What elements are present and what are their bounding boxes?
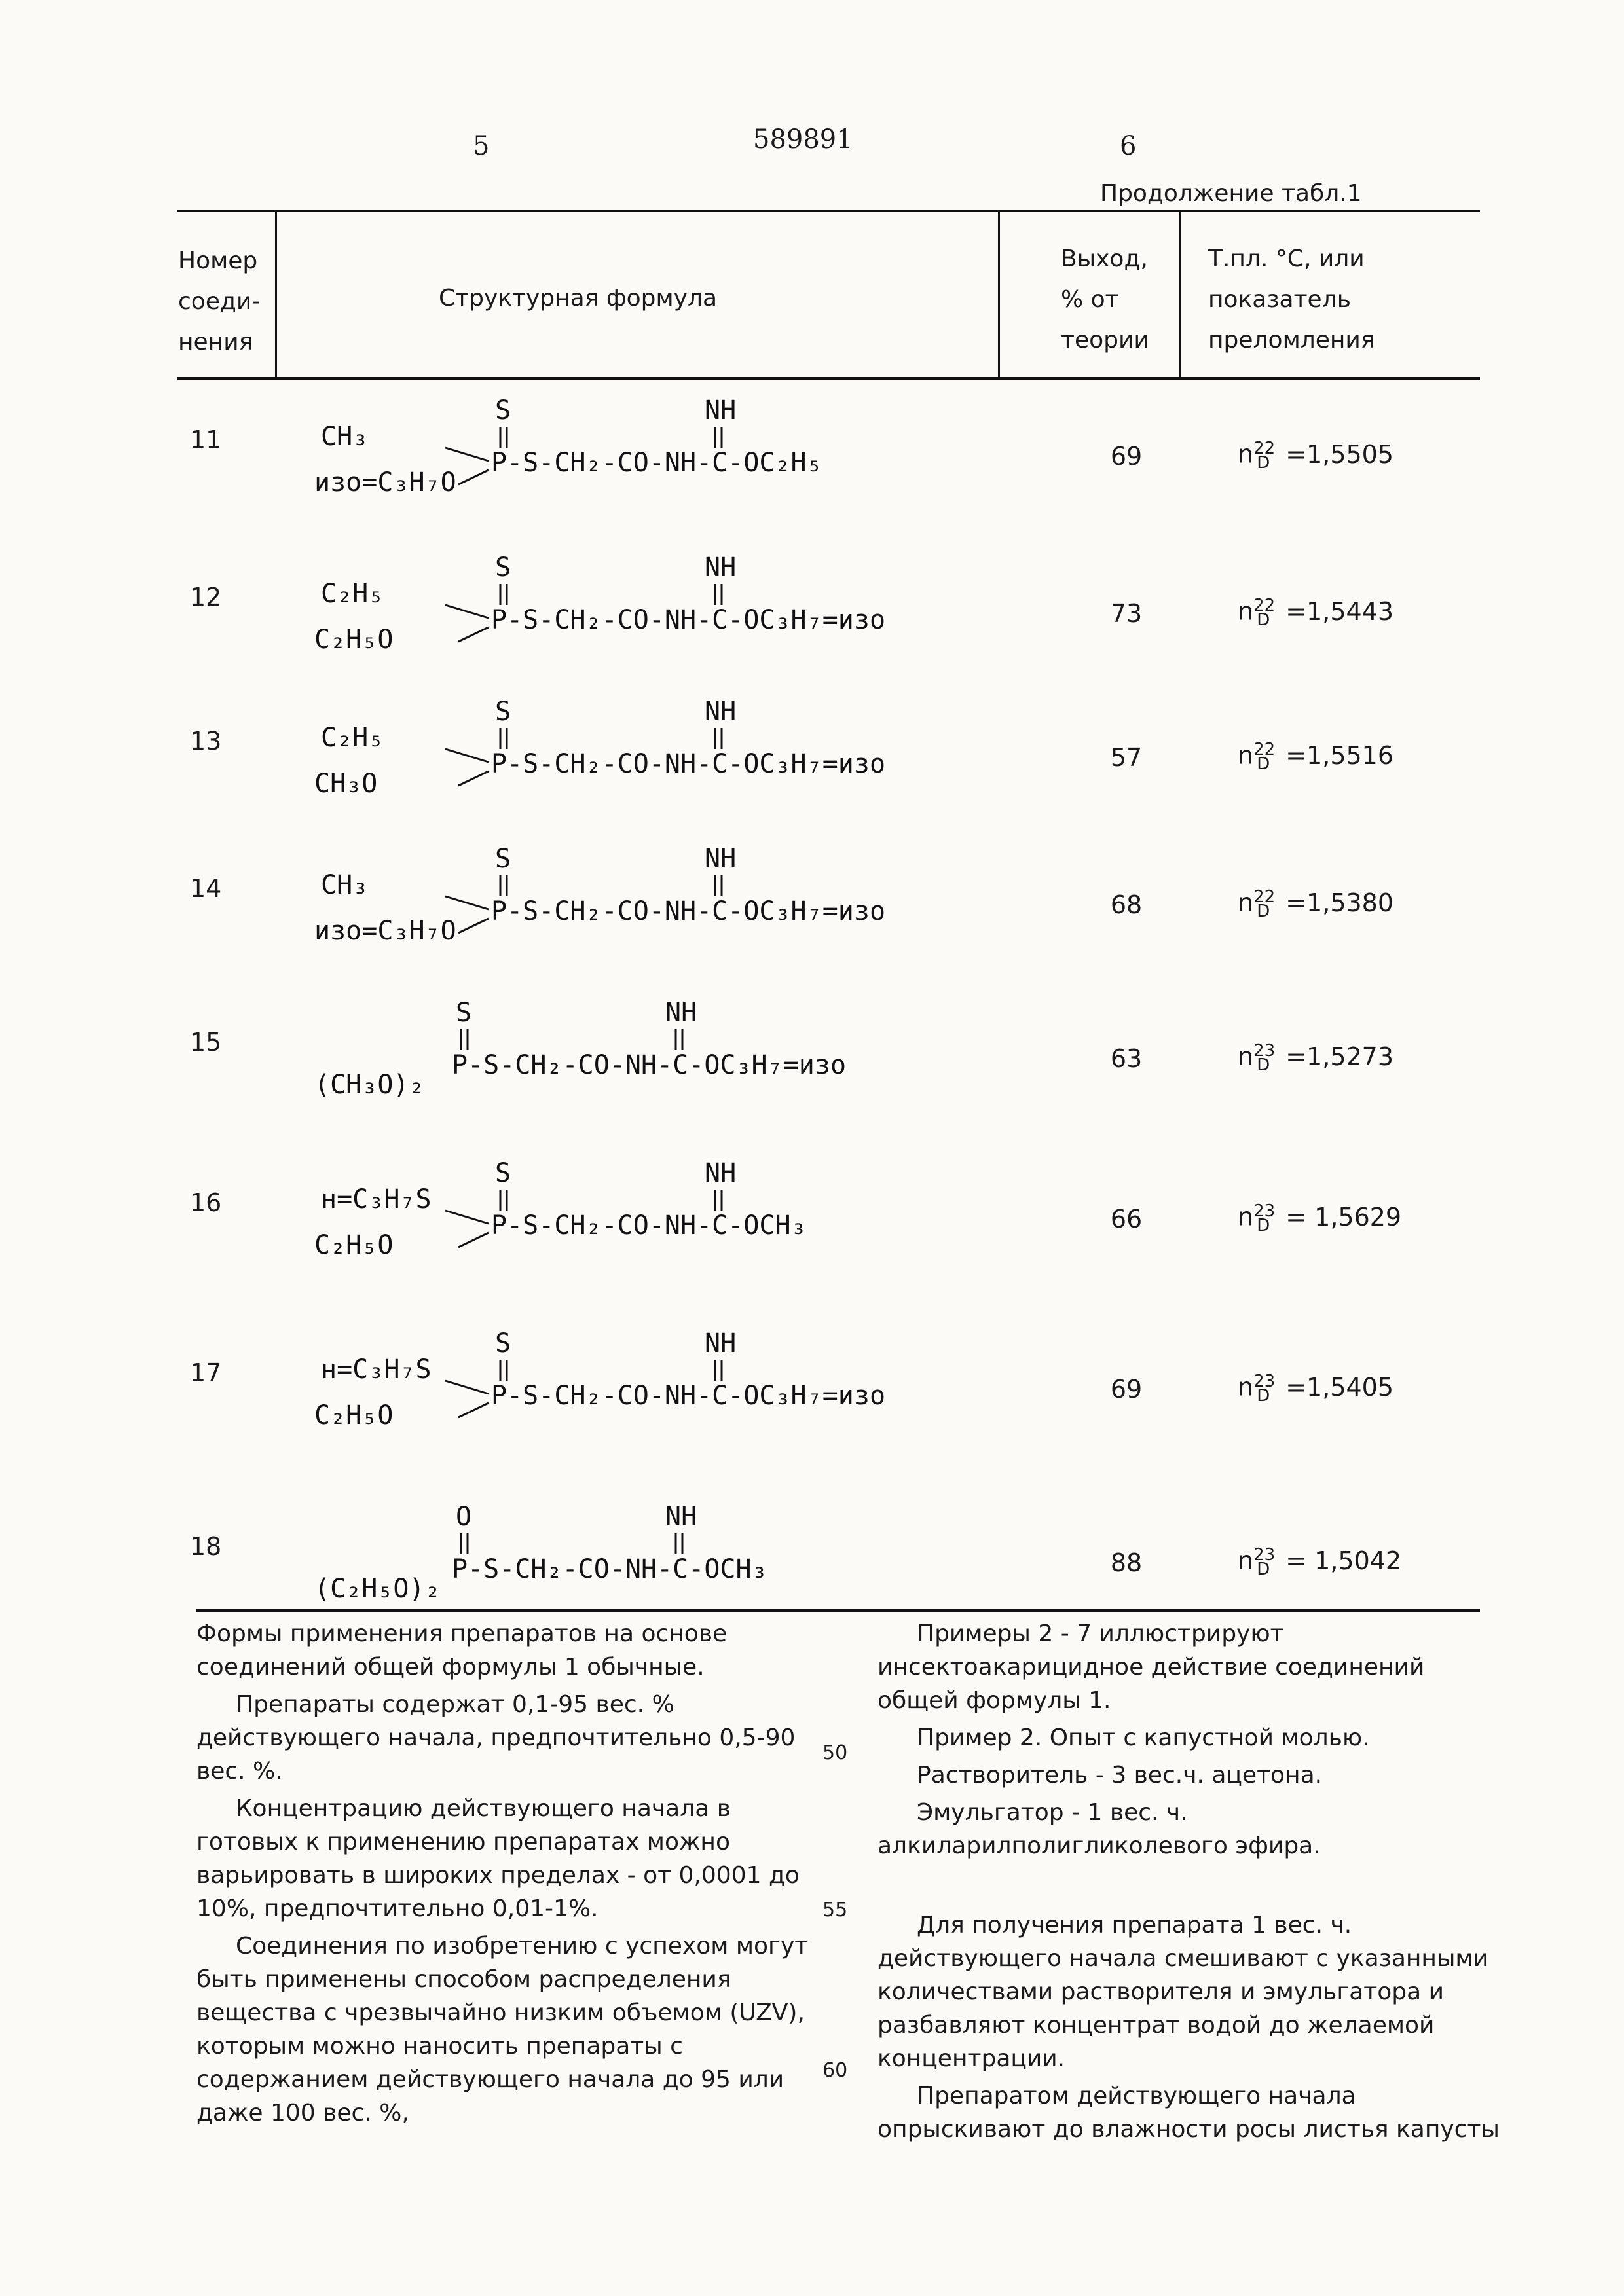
patent-number: 589891 xyxy=(753,124,853,155)
temperature-superscript: 22 xyxy=(1253,439,1276,458)
formula-imino-group: NH xyxy=(705,1158,737,1188)
paragraph: Эмульгатор - 1 вес. ч. алкиларилполигликолевого эфира. xyxy=(877,1799,1321,1859)
temperature-superscript: 22 xyxy=(1253,887,1276,907)
structural-formula xyxy=(314,995,995,1122)
paragraph: Растворитель - 3 вес.ч. ацетона. xyxy=(917,1762,1323,1789)
sodium-d-line-subscript: D xyxy=(1257,1386,1270,1406)
formula-substituent-top: н=C₃H₇S xyxy=(321,1355,432,1385)
formula-main-chain: P-S-CH₂-CO-NH-C-OCH₃ xyxy=(452,1554,767,1584)
bond-line xyxy=(458,1233,489,1247)
right-text-column xyxy=(877,1617,1506,2150)
left-text-column xyxy=(196,1617,812,2134)
yield-value: 88 xyxy=(1110,1548,1143,1577)
refraction-symbol: n xyxy=(1238,740,1254,770)
refraction-symbol: n xyxy=(1238,888,1254,917)
yield-value: 63 xyxy=(1110,1044,1143,1073)
refraction-symbol: n xyxy=(1238,1546,1254,1575)
sodium-d-line-subscript: D xyxy=(1257,1216,1270,1236)
refractive-index-value: =1,5405 xyxy=(1285,1372,1394,1402)
refractive-index-value: =1,5516 xyxy=(1285,740,1394,770)
paragraph: Пример 2. Опыт с капустной молью. xyxy=(917,1724,1370,1751)
refractive-index-value: =1,5380 xyxy=(1285,888,1394,917)
page-number-left: 5 xyxy=(473,131,490,161)
compound-number: 14 xyxy=(190,874,222,903)
compound-number: 17 xyxy=(190,1358,222,1387)
formula-substituent-bottom: изо=C₃H₇O xyxy=(314,916,456,946)
refractive-index xyxy=(1238,887,1393,921)
formula-main-chain: P-S-CH₂-CO-NH-C-OC₂H₅ xyxy=(491,448,822,478)
refractive-index-value: =1,5505 xyxy=(1285,439,1394,469)
formula-main-chain: P-S-CH₂-CO-NH-C-OC₃H₇=изо xyxy=(491,1381,886,1411)
formula-imino-group: NH xyxy=(705,844,737,874)
yield-value: 57 xyxy=(1110,743,1143,772)
formula-imino-group: NH xyxy=(665,1502,697,1532)
sodium-d-line-subscript: D xyxy=(1257,453,1270,473)
compound-number: 16 xyxy=(190,1188,222,1217)
compound-number: 12 xyxy=(190,583,222,611)
refraction-symbol: n xyxy=(1238,1042,1254,1071)
formula-main-chain: P-S-CH₂-CO-NH-C-OC₃H₇=изо xyxy=(452,1050,847,1080)
refractive-index xyxy=(1238,1201,1401,1235)
formula-double-bond-atom: S xyxy=(495,1158,511,1188)
formula-imino-group: NH xyxy=(705,697,737,727)
formula-main-chain: P-S-CH₂-CO-NH-C-OC₃H₇=изо xyxy=(491,749,886,779)
formula-double-bond-atom: S xyxy=(495,1328,511,1358)
paragraph: Препаратом действующего начала опрыскивают до влажности росы листья капусты xyxy=(877,2083,1500,2143)
yield-value: 69 xyxy=(1110,1375,1143,1404)
temperature-superscript: 23 xyxy=(1253,1545,1276,1565)
paragraph: Препараты содержат 0,1-95 вес. % действующего начала, предпочтительно 0,5-90 вес. %. xyxy=(196,1691,796,1785)
table-continuation-label: Продолжение табл.1 xyxy=(1100,180,1362,207)
refractive-index xyxy=(1238,1545,1401,1579)
bond-line xyxy=(458,1403,489,1417)
formula-double-bond-atom: O xyxy=(456,1502,472,1532)
refractive-index xyxy=(1238,1041,1393,1075)
formula-double-bond-atom: S xyxy=(495,553,511,583)
structural-formula xyxy=(314,694,995,821)
formula-substituent-top: C₂H₅ xyxy=(321,579,384,609)
paragraph: Примеры 2 - 7 иллюстрируют инсектоакарицидное действие соединений общей формулы 1. xyxy=(877,1620,1425,1714)
page-number-right: 6 xyxy=(1120,131,1137,161)
formula-double-bond-atom: S xyxy=(495,844,511,874)
formula-main-chain: P-S-CH₂-CO-NH-C-OC₃H₇=изо xyxy=(491,605,886,635)
temperature-superscript: 23 xyxy=(1253,1372,1276,1391)
bond-line xyxy=(445,1211,489,1224)
bond-line xyxy=(458,771,489,786)
bond-line xyxy=(445,448,489,461)
header-number: Номер соеди- нения xyxy=(178,247,261,355)
temperature-superscript: 23 xyxy=(1253,1041,1276,1061)
refraction-symbol: n xyxy=(1238,1202,1254,1231)
yield-value: 68 xyxy=(1110,890,1143,919)
refractive-index-value: =1,5273 xyxy=(1285,1042,1394,1071)
compound-number: 11 xyxy=(190,426,222,454)
formula-substituent-top: C₂H₅ xyxy=(321,723,384,753)
temperature-superscript: 22 xyxy=(1253,596,1276,615)
paragraph: Соединения по изобретению с успехом могут быть применены способом распределения вещества с чрезвычайно низким объемом (UZV), которым можно наносить препараты с содержанием действующего начала до 95 или даже 100 вес. %, xyxy=(196,1933,809,2126)
formula-main-chain: P-S-CH₂-CO-NH-C-OC₃H₇=изо xyxy=(491,896,886,926)
formula-imino-group: NH xyxy=(665,998,697,1028)
formula-main-chain: P-S-CH₂-CO-NH-C-OCH₃ xyxy=(491,1211,807,1241)
bond-line xyxy=(445,1381,489,1394)
bond-line xyxy=(445,749,489,762)
sodium-d-line-subscript: D xyxy=(1257,1559,1270,1580)
paragraph: Формы применения препаратов на основе соединений общей формулы 1 обычные. xyxy=(196,1620,728,1681)
refractive-index xyxy=(1238,740,1393,774)
formula-substituent-bottom: C₂H₅O xyxy=(314,1400,394,1430)
refraction-symbol: n xyxy=(1238,439,1254,469)
sodium-d-line-subscript: D xyxy=(1257,902,1270,922)
formula-imino-group: NH xyxy=(705,1328,737,1358)
refractive-index xyxy=(1238,1372,1393,1406)
formula-substituent-bottom: (C₂H₅O)₂ xyxy=(314,1574,441,1604)
bond-line xyxy=(458,470,489,484)
line-number: 55 xyxy=(822,1899,848,1922)
header-divider-2 xyxy=(998,210,1000,378)
line-number: 50 xyxy=(822,1741,848,1764)
structural-formula xyxy=(314,1156,995,1283)
yield-value: 66 xyxy=(1110,1205,1143,1233)
header-yield: Выход, % от теории xyxy=(1061,246,1149,354)
bond-line xyxy=(445,605,489,618)
table-top-rule xyxy=(177,210,1480,212)
refractive-index xyxy=(1238,596,1393,630)
temperature-superscript: 23 xyxy=(1253,1201,1276,1221)
formula-imino-group: NH xyxy=(705,395,737,426)
sodium-d-line-subscript: D xyxy=(1257,754,1270,774)
formula-double-bond-atom: S xyxy=(495,395,511,426)
compound-number: 15 xyxy=(190,1028,222,1057)
refraction-symbol: n xyxy=(1238,1372,1254,1402)
formula-double-bond-atom: S xyxy=(456,998,472,1028)
compound-number: 13 xyxy=(190,727,222,756)
compound-number: 18 xyxy=(190,1532,222,1561)
formula-substituent-bottom: CH₃O xyxy=(314,769,378,799)
structural-formula xyxy=(314,393,995,520)
bond-line xyxy=(458,627,489,642)
sodium-d-line-subscript: D xyxy=(1257,610,1270,630)
structural-formula xyxy=(314,550,995,677)
formula-double-bond-atom: S xyxy=(495,697,511,727)
header-formula: Структурная формула xyxy=(439,285,718,312)
table-header-rule xyxy=(177,377,1480,380)
refractive-index-value: =1,5443 xyxy=(1285,596,1394,626)
header-property: Т.пл. °С, или показатель преломления xyxy=(1208,246,1375,354)
refractive-index-value: = 1,5629 xyxy=(1285,1202,1402,1231)
formula-imino-group: NH xyxy=(705,553,737,583)
refraction-symbol: n xyxy=(1238,596,1254,626)
structural-formula xyxy=(314,1499,995,1626)
formula-substituent-top: CH₃ xyxy=(321,422,369,452)
formula-substituent-top: н=C₃H₇S xyxy=(321,1184,432,1214)
formula-substituent-bottom: C₂H₅O xyxy=(314,625,394,655)
yield-value: 69 xyxy=(1110,442,1143,471)
bond-line xyxy=(458,919,489,933)
yield-value: 73 xyxy=(1110,599,1143,628)
header-divider-3 xyxy=(1179,210,1181,378)
bond-line xyxy=(445,896,489,909)
line-number: 60 xyxy=(822,2059,848,2082)
paragraph: Концентрацию действующего начала в готовых к применению препаратах можно варьировать в широких пределах - от 0,0001 до 10%, предпочтительно 0,01-1%. xyxy=(196,1795,800,1922)
refractive-index xyxy=(1238,439,1393,473)
structural-formula xyxy=(314,1326,995,1453)
formula-substituent-top: CH₃ xyxy=(321,870,369,900)
formula-substituent-bottom: изо=C₃H₇O xyxy=(314,467,456,498)
formula-substituent-bottom: (CH₃O)₂ xyxy=(314,1070,425,1100)
refractive-index-value: = 1,5042 xyxy=(1285,1546,1402,1575)
paragraph: Для получения препарата 1 вес. ч. действующего начала смешивают с указанными количествами растворителя и эмульгатора и разбавляют концентрат водой до желаемой концентрации. xyxy=(877,1912,1488,2072)
temperature-superscript: 22 xyxy=(1253,740,1276,759)
structural-formula xyxy=(314,841,995,968)
sodium-d-line-subscript: D xyxy=(1257,1055,1270,1076)
formula-substituent-bottom: C₂H₅O xyxy=(314,1230,394,1260)
